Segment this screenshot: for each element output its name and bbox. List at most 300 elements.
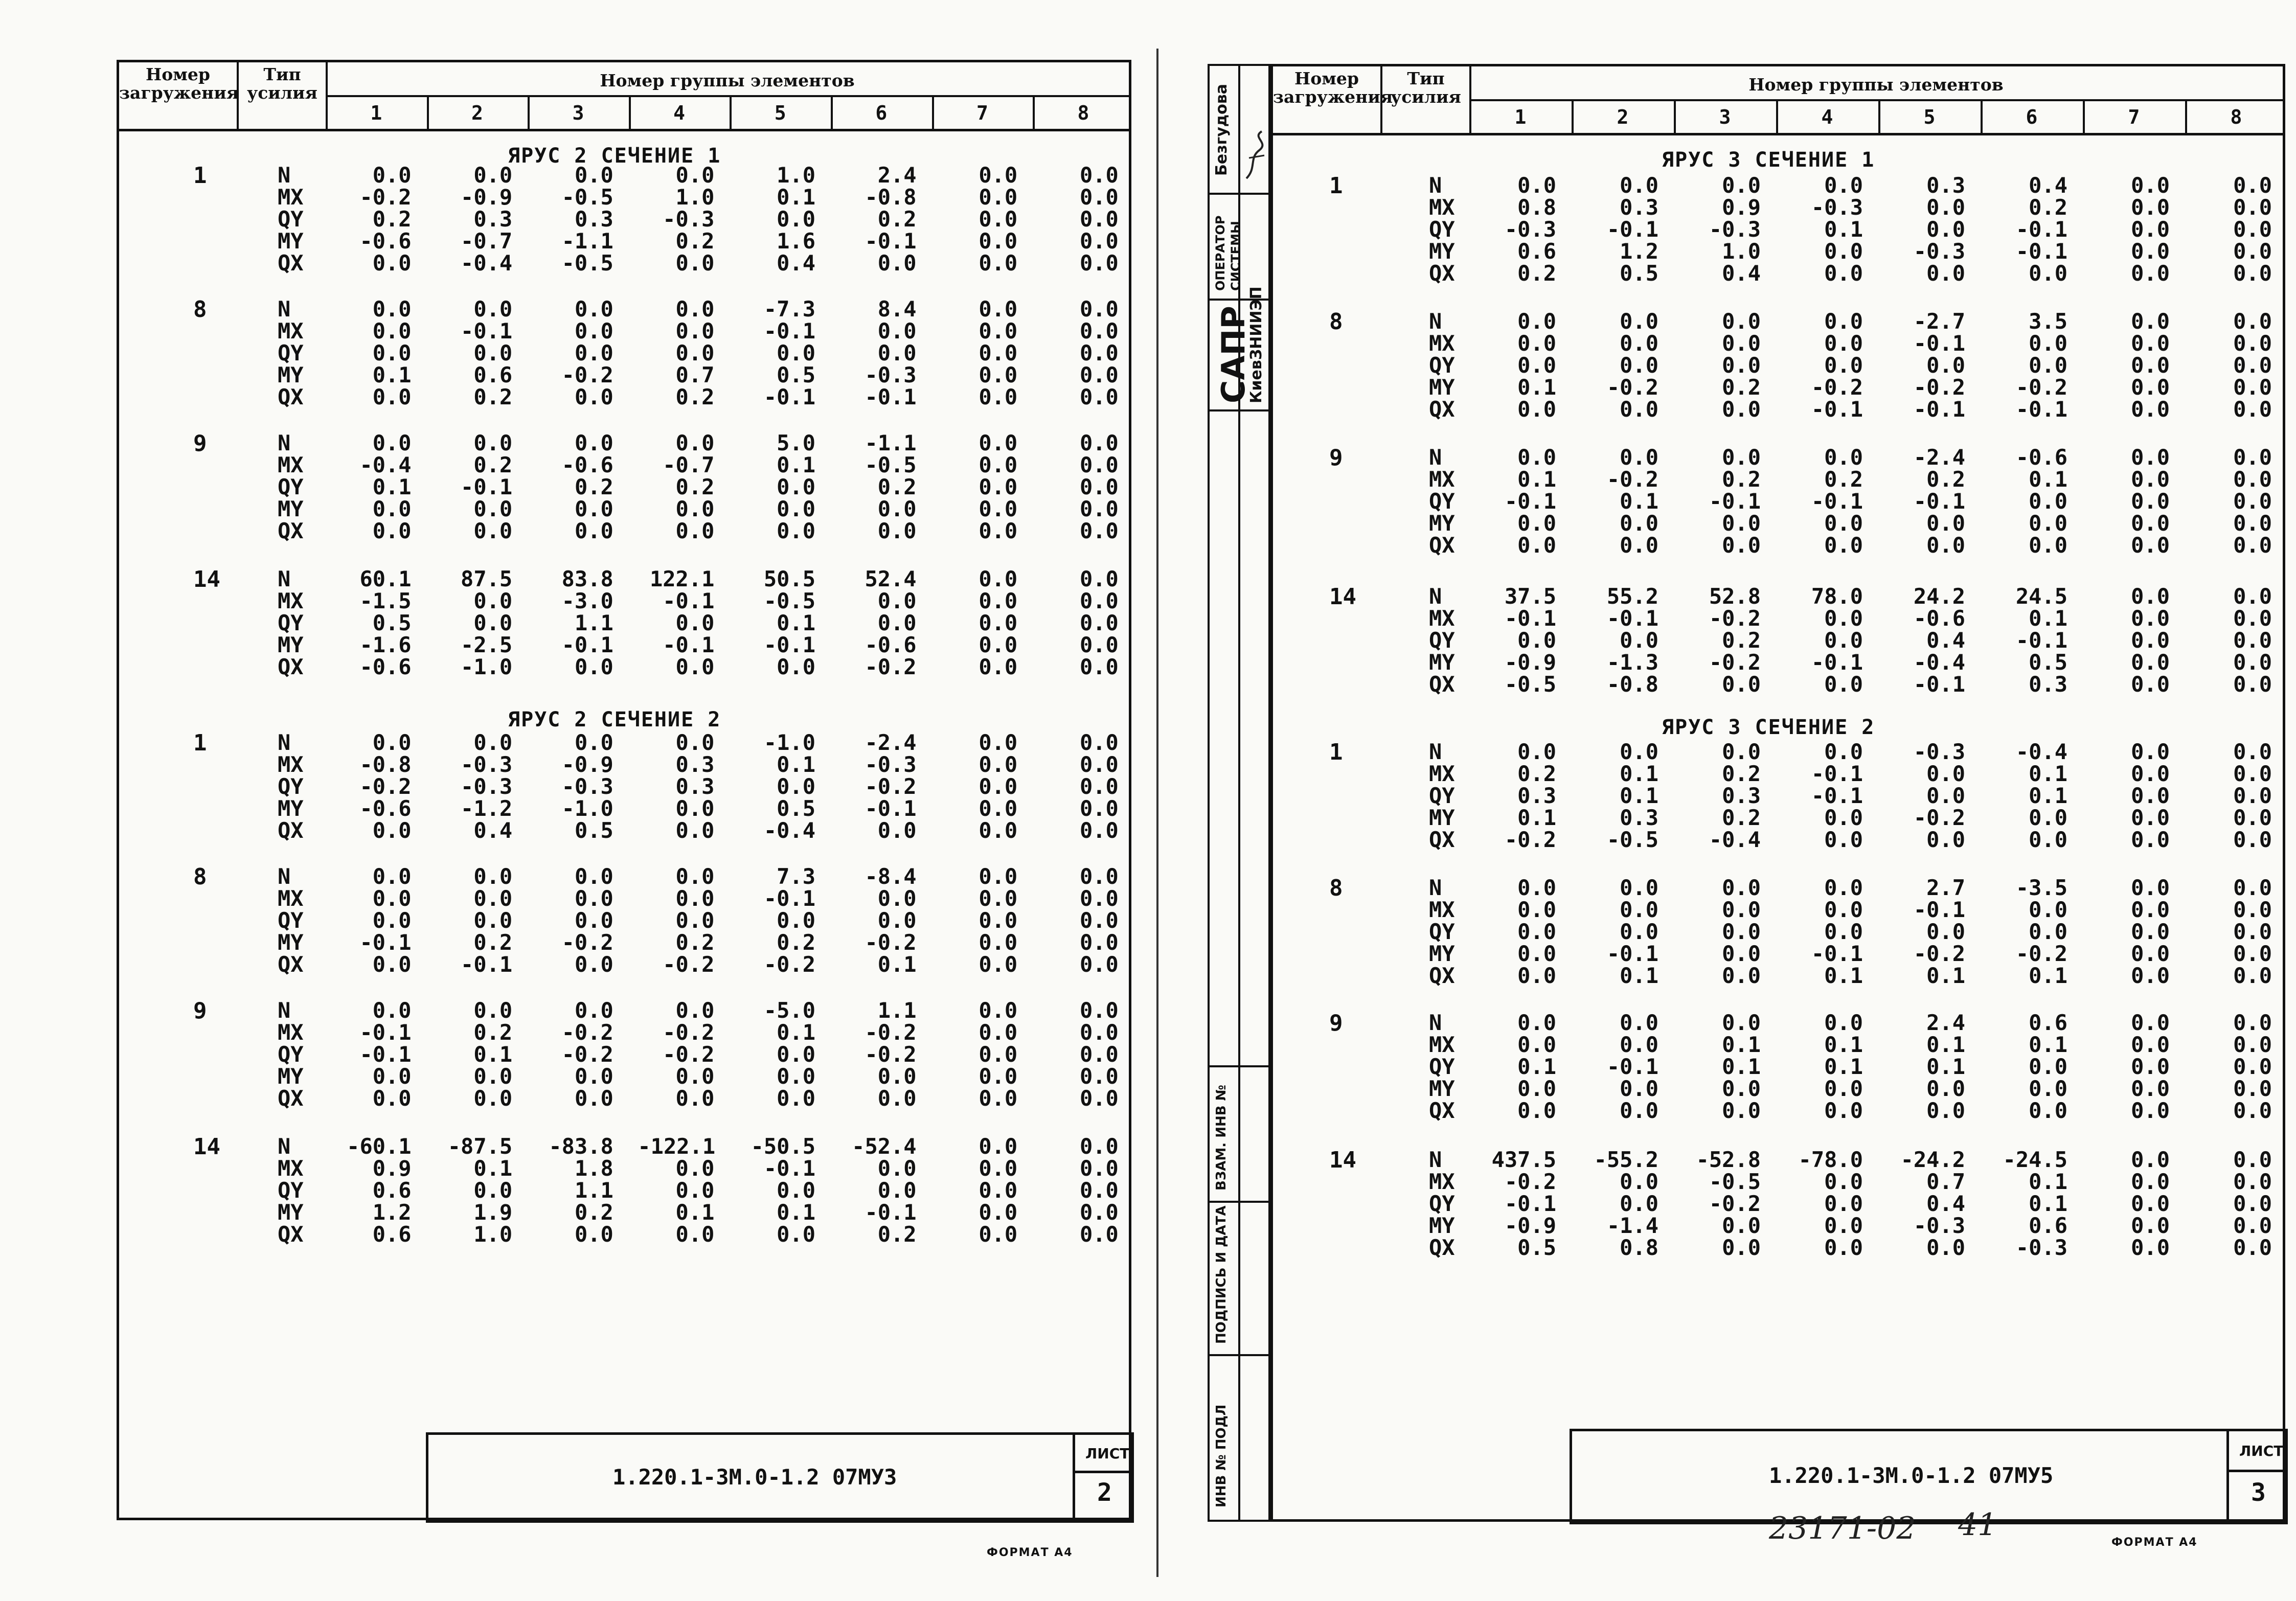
- force-type: QY: [278, 774, 304, 799]
- handwritten-page-number: 41: [1958, 1507, 1997, 1543]
- force-value: 0.5: [777, 796, 815, 821]
- force-value: 37.5: [1504, 584, 1556, 609]
- force-value: 0.1: [1722, 1054, 1761, 1079]
- force-value: -0.2: [1913, 805, 1965, 830]
- force-value: 0.0: [675, 908, 715, 933]
- force-type: QY: [1429, 628, 1455, 653]
- force-value: 0.0: [2233, 1213, 2272, 1238]
- force-value: 0.0: [1079, 518, 1119, 543]
- force-value: -1.1: [865, 430, 917, 455]
- force-value: 0.0: [2131, 650, 2170, 675]
- force-value: 0.0: [1824, 1235, 1863, 1260]
- force-value: -0.2: [561, 1020, 613, 1045]
- force-value: 0.0: [2131, 628, 2170, 653]
- force-value: 0.0: [2131, 1076, 2170, 1101]
- force-value: -0.1: [2015, 217, 2067, 242]
- force-value: 0.0: [1926, 217, 1965, 242]
- force-value: 0.0: [1722, 511, 1761, 536]
- force-value: 0.0: [574, 163, 613, 188]
- force-value: 0.0: [2233, 511, 2272, 536]
- force-value: 0.0: [2233, 1235, 2272, 1260]
- load-number-header: Номер загружения: [1273, 68, 1393, 107]
- force-value: 0.0: [1079, 384, 1119, 409]
- force-value: 0.0: [2233, 239, 2272, 264]
- force-value: 2.4: [877, 163, 917, 188]
- force-value: 0.0: [1926, 533, 1965, 558]
- group-column-header: 1: [370, 102, 382, 124]
- force-value: -0.6: [359, 654, 412, 679]
- force-value: 0.0: [2029, 331, 2067, 356]
- force-value: 0.0: [1620, 173, 1658, 198]
- force-value: 0.0: [979, 362, 1018, 387]
- force-value: 0.0: [1824, 239, 1863, 264]
- force-value: 0.0: [574, 340, 613, 365]
- force-type: QY: [278, 340, 304, 365]
- force-value: 0.0: [372, 340, 412, 365]
- force-row: [1273, 1215, 2283, 1237]
- force-row: [1273, 1034, 2283, 1056]
- force-value: -0.6: [359, 228, 412, 254]
- force-value: 0.2: [372, 207, 412, 232]
- force-row: [1273, 829, 2283, 851]
- force-type: MY: [278, 496, 304, 521]
- force-value: 0.0: [1824, 511, 1863, 536]
- force-value: -0.1: [1913, 897, 1965, 922]
- force-value: 0.1: [1620, 783, 1658, 808]
- force-value: -0.6: [1913, 606, 1965, 631]
- force-value: 0.2: [473, 384, 513, 409]
- force-type: MX: [1429, 331, 1455, 356]
- force-value: -0.1: [663, 588, 715, 613]
- force-value: 0.0: [675, 518, 715, 543]
- force-value: 0.0: [2233, 761, 2272, 786]
- force-value: -0.1: [359, 1020, 412, 1045]
- force-row: [1273, 1193, 2283, 1215]
- force-value: 0.0: [2233, 805, 2272, 830]
- force-value: 0.0: [979, 207, 1018, 232]
- force-row: [119, 1180, 1129, 1201]
- force-value: 0.0: [2131, 875, 2170, 900]
- force-value: 0.0: [372, 1086, 412, 1111]
- force-row: [119, 888, 1129, 909]
- force-value: 24.5: [2015, 584, 2067, 609]
- force-value: 0.1: [777, 752, 815, 777]
- force-value: 0.0: [979, 250, 1018, 276]
- force-row: [1273, 175, 2283, 196]
- force-value: 0.0: [979, 886, 1018, 911]
- force-value: 0.1: [2029, 467, 2067, 492]
- force-value: 0.0: [675, 818, 715, 843]
- force-value: -0.3: [461, 752, 513, 777]
- force-value: 0.0: [2233, 533, 2272, 558]
- force-value: -7.3: [763, 296, 815, 322]
- force-value: 0.0: [1517, 331, 1556, 356]
- force-value: 0.0: [2131, 739, 2170, 764]
- force-value: -0.2: [1504, 1169, 1556, 1194]
- force-value: -78.0: [1798, 1147, 1863, 1172]
- force-row: [1273, 674, 2283, 695]
- force-value: -0.1: [763, 632, 815, 657]
- force-type: MY: [278, 796, 304, 821]
- force-value: 0.0: [979, 952, 1018, 977]
- force-row: [119, 866, 1129, 887]
- force-value: 0.1: [473, 1156, 513, 1181]
- force-value: 0.0: [777, 1042, 815, 1067]
- force-value: 7.3: [777, 864, 815, 889]
- force-row: [1273, 965, 2283, 987]
- force-value: 0.1: [372, 474, 412, 499]
- force-type: QY: [278, 610, 304, 635]
- table-header: [119, 62, 1129, 131]
- force-value: 0.0: [1079, 1134, 1119, 1159]
- force-value: 0.0: [877, 818, 917, 843]
- force-value: 0.0: [1620, 353, 1658, 378]
- force-value: -0.4: [1709, 827, 1761, 852]
- force-value: -122.1: [638, 1134, 716, 1159]
- force-value: 0.2: [1722, 628, 1761, 653]
- force-type: N: [1429, 1010, 1442, 1035]
- force-value: -1.3: [1606, 650, 1658, 675]
- group-header: Номер группы элементов: [600, 71, 855, 90]
- force-value: 0.0: [1079, 998, 1119, 1023]
- force-type: MX: [278, 588, 304, 613]
- force-value: -2.4: [865, 730, 917, 755]
- force-value: 0.4: [1926, 1191, 1965, 1216]
- force-value: 24.2: [1913, 584, 1965, 609]
- force-value: 0.0: [1079, 654, 1119, 679]
- force-value: 0.0: [777, 1222, 815, 1247]
- force-value: 0.0: [473, 518, 513, 543]
- group-column-header: 8: [1077, 102, 1089, 124]
- force-value: 2.7: [1926, 875, 1965, 900]
- force-value: 0.0: [1079, 496, 1119, 521]
- force-value: 0.0: [979, 163, 1018, 188]
- force-type: MY: [1429, 1076, 1455, 1101]
- force-value: 0.0: [979, 1064, 1018, 1089]
- force-row: [1273, 1078, 2283, 1100]
- force-value: 0.0: [2131, 217, 2170, 242]
- force-value: 0.1: [777, 452, 815, 477]
- force-type: QX: [278, 952, 304, 977]
- force-value: 0.0: [1620, 331, 1658, 356]
- force-value: 0.1: [1824, 1054, 1863, 1079]
- force-value: 0.0: [372, 163, 412, 188]
- force-value: 0.0: [1620, 897, 1658, 922]
- force-value: 0.0: [1926, 1098, 1965, 1123]
- force-value: -0.1: [1504, 606, 1556, 631]
- force-value: -0.1: [1811, 941, 1863, 966]
- force-value: 0.0: [1620, 1098, 1658, 1123]
- force-row: [1273, 513, 2283, 534]
- force-value: 0.0: [1620, 1032, 1658, 1057]
- force-value: 0.1: [2029, 761, 2067, 786]
- force-value: 0.1: [1824, 963, 1863, 988]
- force-value: 0.0: [979, 566, 1018, 591]
- force-value: 0.0: [1079, 340, 1119, 365]
- force-value: -1.0: [461, 654, 513, 679]
- force-value: 0.0: [1620, 309, 1658, 334]
- force-value: -0.3: [1504, 217, 1556, 242]
- force-value: 0.0: [1926, 511, 1965, 536]
- force-row: [119, 1066, 1129, 1087]
- force-value: 0.0: [1722, 533, 1761, 558]
- force-value: 0.1: [2029, 963, 2067, 988]
- force-value: -0.2: [663, 1020, 715, 1045]
- force-value: -24.2: [1900, 1147, 1965, 1172]
- force-value: 0.0: [2233, 1147, 2272, 1172]
- force-row: [119, 732, 1129, 753]
- load-number: 8: [193, 296, 207, 323]
- force-value: -0.3: [865, 362, 917, 387]
- force-value: 0.0: [877, 496, 917, 521]
- force-value: 0.0: [777, 654, 815, 679]
- force-type-header: Тип усилия: [1391, 68, 1461, 107]
- load-number: 9: [1329, 445, 1343, 471]
- force-type: QX: [278, 518, 304, 543]
- force-value: 0.0: [1926, 919, 1965, 944]
- force-row: [119, 364, 1129, 386]
- force-value: 1.8: [574, 1156, 613, 1181]
- force-value: 0.0: [1722, 1235, 1761, 1260]
- force-value: -0.1: [1504, 489, 1556, 514]
- force-type: QX: [1429, 397, 1455, 422]
- force-value: 0.0: [2029, 1098, 2067, 1123]
- force-value: 0.0: [2233, 489, 2272, 514]
- force-value: -0.2: [1913, 375, 1965, 400]
- force-value: 0.0: [1620, 511, 1658, 536]
- force-row: [119, 476, 1129, 498]
- force-type: MY: [278, 228, 304, 254]
- force-value: 0.0: [979, 610, 1018, 635]
- force-value: -0.9: [561, 752, 613, 777]
- force-value: -1.6: [359, 632, 412, 657]
- force-type: MX: [278, 318, 304, 344]
- force-value: 0.0: [1079, 228, 1119, 254]
- force-value: 0.0: [1079, 1042, 1119, 1067]
- force-value: 0.0: [1722, 1213, 1761, 1238]
- force-row: [119, 1202, 1129, 1223]
- force-value: 0.0: [2233, 1098, 2272, 1123]
- force-value: 52.4: [865, 566, 917, 591]
- force-value: 1.1: [877, 998, 917, 1023]
- force-value: 0.0: [1722, 739, 1761, 764]
- force-value: 0.0: [473, 1064, 513, 1089]
- force-value: 0.0: [2029, 919, 2067, 944]
- force-value: 0.0: [2233, 672, 2272, 697]
- force-value: -24.5: [2003, 1147, 2067, 1172]
- force-value: 0.0: [877, 588, 917, 613]
- force-value: 0.0: [574, 318, 613, 344]
- force-value: 0.0: [1722, 1098, 1761, 1123]
- force-value: 78.0: [1811, 584, 1863, 609]
- force-value: 0.0: [979, 632, 1018, 657]
- force-value: 0.0: [2131, 239, 2170, 264]
- force-value: 0.0: [675, 296, 715, 322]
- force-row: [1273, 1056, 2283, 1078]
- force-value: 0.0: [1079, 730, 1119, 755]
- force-value: 0.2: [675, 930, 715, 955]
- force-value: 0.0: [1824, 261, 1863, 286]
- force-value: 0.2: [675, 474, 715, 499]
- force-type: MY: [1429, 1213, 1455, 1238]
- force-value: 0.0: [1620, 875, 1658, 900]
- force-value: 0.1: [1620, 761, 1658, 786]
- force-value: -0.2: [1709, 1191, 1761, 1216]
- force-value: 0.0: [1722, 1010, 1761, 1035]
- force-type: QY: [1429, 217, 1455, 242]
- force-type: N: [1429, 173, 1442, 198]
- force-value: 0.0: [979, 1156, 1018, 1181]
- force-value: 0.0: [1620, 1191, 1658, 1216]
- force-value: 0.0: [2233, 1010, 2272, 1035]
- force-value: 0.0: [1824, 331, 1863, 356]
- force-value: 0.0: [1079, 886, 1119, 911]
- force-type: QY: [278, 1178, 304, 1203]
- group-column-header: 5: [774, 102, 786, 124]
- force-value: 0.0: [1722, 672, 1761, 697]
- force-value: -1.0: [561, 796, 613, 821]
- force-value: -0.2: [359, 774, 412, 799]
- force-value: 0.0: [1722, 331, 1761, 356]
- force-value: 122.1: [649, 566, 715, 591]
- force-row: [119, 498, 1129, 520]
- force-value: -1.1: [561, 228, 613, 254]
- force-type: MX: [278, 185, 304, 210]
- force-type: N: [278, 730, 291, 755]
- force-value: 0.0: [1517, 511, 1556, 536]
- force-value: 0.0: [2233, 963, 2272, 988]
- force-value: 0.0: [1620, 1076, 1658, 1101]
- force-value: 0.0: [473, 340, 513, 365]
- force-value: 0.0: [675, 1064, 715, 1089]
- force-value: 0.0: [2233, 875, 2272, 900]
- force-value: 0.0: [675, 610, 715, 635]
- force-type: QY: [1429, 783, 1455, 808]
- force-value: -0.5: [1709, 1169, 1761, 1194]
- force-value: 0.0: [979, 1086, 1018, 1111]
- force-value: 0.0: [1926, 1076, 1965, 1101]
- force-value: 0.6: [1517, 239, 1556, 264]
- force-type: MX: [1429, 1169, 1455, 1194]
- force-value: 0.0: [2233, 827, 2272, 852]
- force-value: 0.2: [473, 452, 513, 477]
- force-value: 0.0: [979, 730, 1018, 755]
- force-value: 0.0: [473, 430, 513, 455]
- force-type: N: [278, 864, 291, 889]
- force-value: 0.0: [372, 318, 412, 344]
- force-value: 0.0: [2131, 606, 2170, 631]
- force-value: 0.0: [979, 1222, 1018, 1247]
- force-row: [119, 342, 1129, 364]
- force-value: 0.0: [372, 886, 412, 911]
- force-value: -0.5: [763, 588, 815, 613]
- force-type: MX: [1429, 606, 1455, 631]
- force-type: QX: [1429, 1235, 1455, 1260]
- force-value: 0.2: [1926, 467, 1965, 492]
- load-number: 1: [193, 163, 207, 189]
- force-value: 0.0: [2233, 397, 2272, 422]
- load-number: 9: [1329, 1010, 1343, 1036]
- force-value: 0.0: [877, 610, 917, 635]
- force-row: [119, 1224, 1129, 1245]
- force-value: 1.6: [777, 228, 815, 254]
- force-value: 0.1: [1824, 217, 1863, 242]
- force-value: 0.0: [2131, 375, 2170, 400]
- force-value: 0.2: [1722, 467, 1761, 492]
- force-value: 0.7: [1926, 1169, 1965, 1194]
- force-value: 0.0: [877, 886, 917, 911]
- force-type: QX: [1429, 1098, 1455, 1123]
- force-value: 0.0: [2233, 331, 2272, 356]
- force-value: -0.1: [663, 632, 715, 657]
- force-value: -0.1: [1811, 489, 1863, 514]
- force-value: 0.7: [675, 362, 715, 387]
- force-value: 0.0: [675, 430, 715, 455]
- force-value: 0.0: [1620, 739, 1658, 764]
- force-value: 0.0: [1517, 1032, 1556, 1057]
- org-label: КиевЗНИИЭП: [1247, 286, 1265, 403]
- force-value: 1.0: [777, 163, 815, 188]
- force-type: MY: [1429, 239, 1455, 264]
- force-value: 0.1: [1620, 963, 1658, 988]
- force-value: -0.2: [561, 1042, 613, 1067]
- force-value: 0.0: [1079, 566, 1119, 591]
- force-value: 0.0: [2029, 827, 2067, 852]
- force-value: 0.1: [1620, 489, 1658, 514]
- force-row: [1273, 586, 2283, 607]
- load-number: 14: [1329, 1147, 1356, 1173]
- force-value: -0.1: [865, 796, 917, 821]
- force-value: 0.0: [1517, 309, 1556, 334]
- force-value: 0.0: [1079, 588, 1119, 613]
- force-value: 0.1: [2029, 1032, 2067, 1057]
- force-value: -0.2: [1709, 650, 1761, 675]
- force-value: 0.3: [1620, 805, 1658, 830]
- force-row: [119, 910, 1129, 931]
- load-number: 9: [193, 998, 207, 1024]
- section-title: ЯРУС 3 СЕЧЕНИЕ 2: [1662, 716, 1875, 739]
- force-value: 0.0: [1517, 897, 1556, 922]
- page-divider: [1156, 49, 1158, 1577]
- force-value: 0.0: [1722, 397, 1761, 422]
- force-type: MX: [1429, 195, 1455, 220]
- force-value: 0.0: [473, 886, 513, 911]
- force-value: 0.0: [1079, 1222, 1119, 1247]
- force-value: 0.0: [372, 998, 412, 1023]
- force-value: 0.0: [1079, 908, 1119, 933]
- force-value: 0.1: [877, 952, 917, 977]
- force-value: 0.0: [979, 1178, 1018, 1203]
- force-value: 0.0: [574, 1222, 613, 1247]
- document-code: 1.220.1-3М.0-1.2 07МУ3: [612, 1465, 897, 1490]
- force-value: -0.1: [1504, 1191, 1556, 1216]
- force-value: -1.5: [359, 588, 412, 613]
- force-value: -0.1: [763, 384, 815, 409]
- force-value: 0.0: [979, 752, 1018, 777]
- right-sheet: [1270, 64, 2285, 1522]
- force-value: 0.0: [979, 774, 1018, 799]
- force-value: 0.0: [1824, 606, 1863, 631]
- force-value: 0.0: [877, 1156, 917, 1181]
- force-value: 0.0: [979, 1020, 1018, 1045]
- force-value: 0.6: [372, 1222, 412, 1247]
- force-value: 0.2: [1517, 261, 1556, 286]
- force-value: 0.0: [2131, 397, 2170, 422]
- force-value: 0.0: [2131, 919, 2170, 944]
- force-value: -0.1: [1709, 489, 1761, 514]
- group-header: Номер группы элементов: [1748, 75, 2004, 95]
- force-value: 0.0: [979, 864, 1018, 889]
